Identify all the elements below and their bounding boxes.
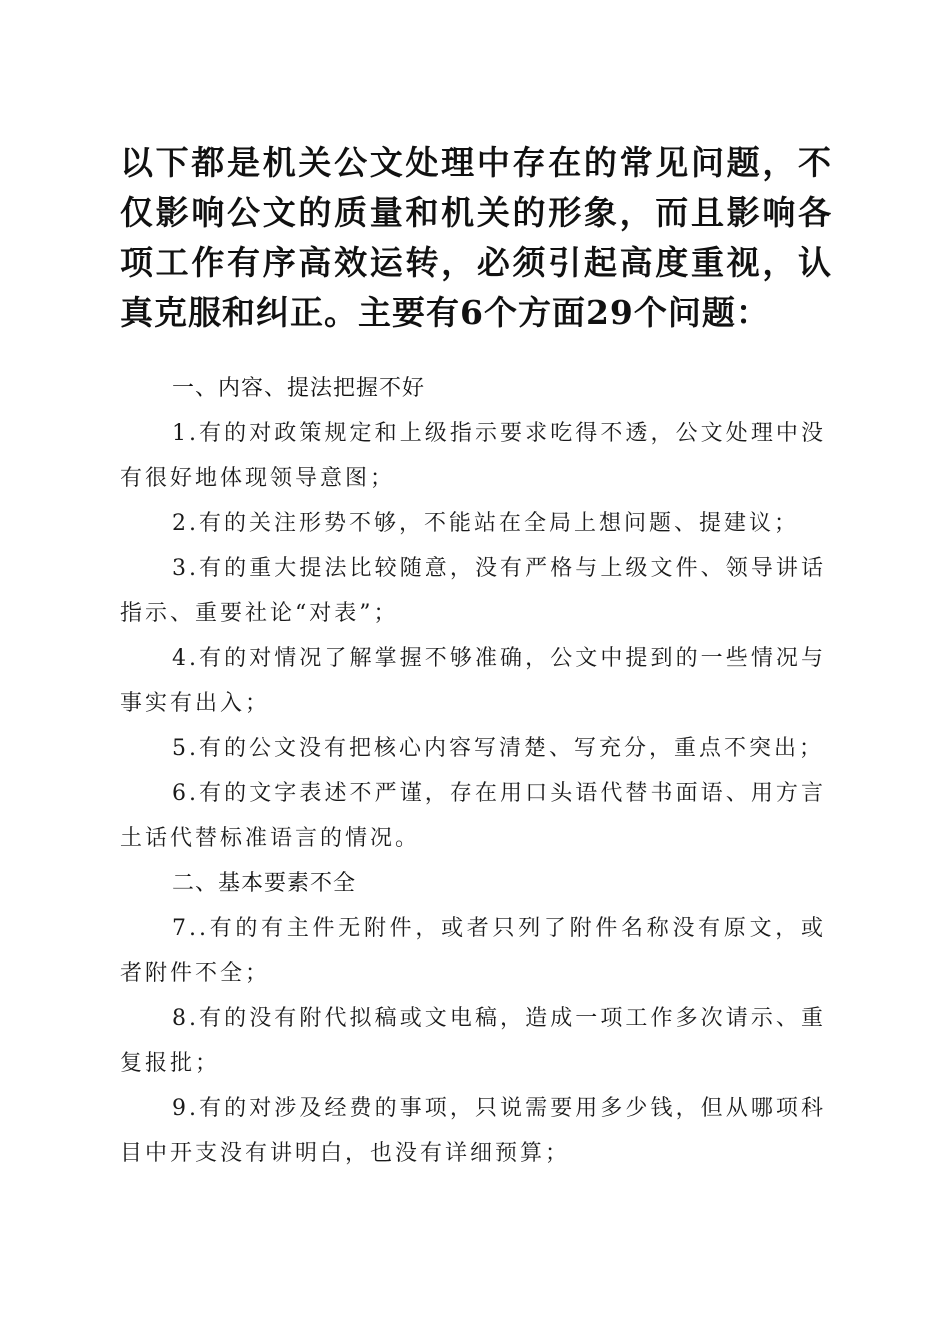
section-heading: 一、内容、提法把握不好 bbox=[172, 376, 426, 401]
section-missing-elements bbox=[120, 861, 826, 1176]
list-item: 5.有的公文没有把核心内容写清楚、写充分，重点不突出； bbox=[172, 736, 824, 761]
list-item: 1.有的对政策规定和上级指示要求吃得不透，公文处理中没有很好地体现领导意图； bbox=[120, 421, 826, 491]
list-item: 6.有的文字表述不严谨，存在用口头语代替书面语、用方言土话代替标准语言的情况。 bbox=[120, 781, 826, 851]
list-item: 7..有的有主件无附件，或者只列了附件名称没有原文，或者附件不全； bbox=[120, 916, 826, 986]
list-item: 8.有的没有附代拟稿或文电稿，造成一项工作多次请示、重复报批； bbox=[120, 1006, 826, 1076]
list-item: 3.有的重大提法比较随意，没有严格与上级文件、领导讲话指示、重要社论“对表”； bbox=[120, 556, 826, 626]
list-item: 2.有的关注形势不够，不能站在全局上想问题、提建议； bbox=[172, 511, 799, 536]
document-body bbox=[120, 366, 826, 1176]
list-item: 9.有的对涉及经费的事项，只说需要用多少钱，但从哪项科目中开支没有讲明白，也没有详细预算； bbox=[120, 1096, 826, 1166]
document-title: 以下都是机关公文处理中存在的常见问题，不仅影响公文的质量和机关的形象，而且影响各项工作有序高效运转，必须引起高度重视，认 真克服和纠正。主要有6个方面29个问题： bbox=[120, 143, 832, 332]
section-heading: 二、基本要素不全 bbox=[172, 871, 357, 896]
list-item: 4.有的对情况了解掌握不够准确，公文中提到的一些情况与事实有出入； bbox=[120, 646, 826, 716]
section-content-issues bbox=[120, 366, 826, 861]
